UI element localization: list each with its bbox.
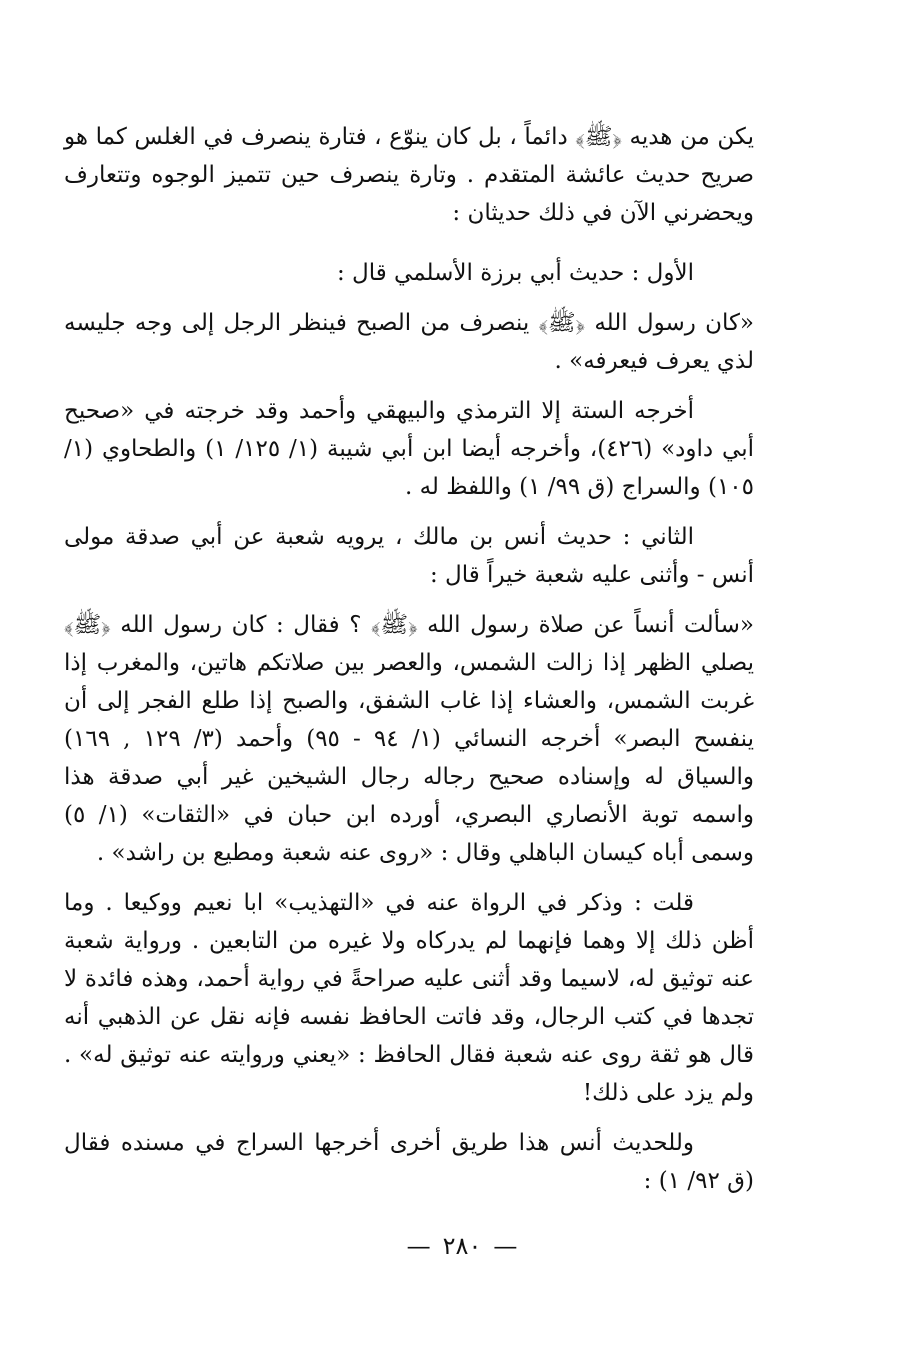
page-body bbox=[64, 118, 754, 1212]
page-number-dash-left: — bbox=[493, 1232, 518, 1260]
paragraph-intro: يكن من هديه ﴿ﷺ﴾ دائماً ، بل كان ينوّع ، فتارة ينصرف في الغلس كما هو صريح حديث عائشة المتقدم . وتارة ينصرف حين تتميز الوجوه وتتعارف ويحضرني الآن في ذلك حديثان : bbox=[64, 124, 754, 226]
paragraph-first-hadith-text: «كان رسول الله ﴿ﷺ﴾ ينصرف من الصبح فينظر الرجل إلى وجه جليسه لذي يعرف فيعرفه» . bbox=[64, 310, 754, 374]
paragraph-commentary: قلت : وذكر في الرواة عنه في «التهذيب» ابا نعيم ووكيعا . وما أظن ذلك إلا وهما فإنهما لم يدركاه ولا غيره من التابعين . ورواية شعبة عنه توثيق له، لاسيما وقد أثنى عليه صراحةً في رواية أحمد، وهذه فائدة لا تجدها في كتب الرجال، وقد فاتت الحافظ نفسه فإنه نقل عن الذهبي أنه قال هو ثقة روى عنه شعبة فقال الحافظ : «يعني وروايته عنه توثيق له» . ولم يزد على ذلك! bbox=[64, 890, 754, 1106]
page-number-value: ٢٨٠ bbox=[442, 1232, 482, 1260]
paragraph-second-hadith-text: «سألت أنساً عن صلاة رسول الله ﴿ﷺ﴾ ؟ فقال : كان رسول الله ﴿ﷺ﴾ يصلي الظهر إذا زالت الشمس، والعصر بين صلاتكم هاتين، والمغرب إذا غربت الشمس، والعشاء إذا غاب الشفق، والصبح إذا طلع الفجر إلى أن ينفسح البصر» أخرجه النسائي (١/ ٩٤ - ٩٥) وأحمد (٣/ ١٢٩ , ١٦٩) والسياق له وإسناده صحيح رجاله رجال الشيخين غير أبي صدقة هذا واسمه توبة الأنصاري البصري، أورده ابن حبان في «الثقات» (١/ ٥) وسمى أباه كيسان الباهلي وقال : «روى عنه شعبة ومطيع بن راشد» . bbox=[64, 612, 755, 866]
paragraph-another-route: وللحديث أنس هذا طريق أخرى أخرجها السراج في مسنده فقال (ق ٩٢/ ١) : bbox=[64, 1130, 754, 1194]
paragraph-first-hadith-takhrij: أخرجه الستة إلا الترمذي والبيهقي وأحمد وقد خرجته في «صحيح أبي داود» (٤٢٦)، وأخرجه أيضا ابن أبي شيبة (١/ ١٢٥/ ١) والطحاوي (١/ ١٠٥) والسراج (ق ٩٩/ ١) واللفظ له . bbox=[64, 398, 754, 500]
paragraph-first-hadith-heading: الأول : حديث أبي برزة الأسلمي قال : bbox=[336, 260, 694, 286]
page-number bbox=[0, 1232, 924, 1260]
paragraph-second-hadith-heading: الثاني : حديث أنس بن مالك ، يرويه شعبة عن أبي صدقة مولى أنس - وأثنى عليه شعبة خيراً قال : bbox=[64, 524, 754, 588]
page-number-dash-right: — bbox=[406, 1232, 431, 1260]
